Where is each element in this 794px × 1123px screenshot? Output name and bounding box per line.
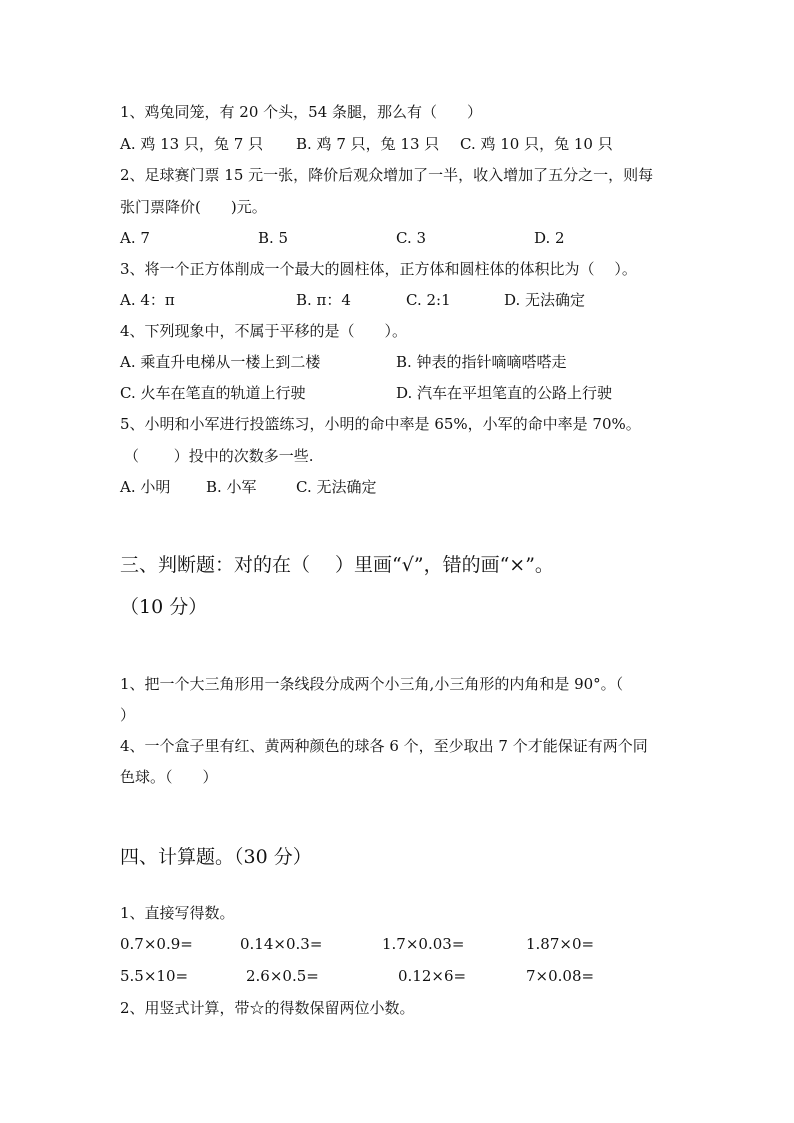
question-4-text: 4、下列现象中，不属于平移的是（ ）。 bbox=[120, 322, 408, 340]
option-d: D. 2 bbox=[534, 229, 565, 247]
question-1-options bbox=[120, 134, 680, 154]
option-a: A. 鸡 13 只，兔 7 只 bbox=[120, 135, 264, 153]
question-5-text-line1: 5、小明和小军进行投篮练习，小明的命中率是 65%，小军的命中率是 70%。 bbox=[120, 415, 641, 433]
option-b: B. 鸡 7 只，兔 13 只 bbox=[296, 135, 440, 153]
calc-question-1: 1、直接写得数。 bbox=[120, 904, 235, 922]
calc-item: 0.12×6= bbox=[398, 967, 467, 985]
option-a: A. 乘直升电梯从一楼上到二楼 bbox=[120, 353, 321, 371]
option-a: A. 7 bbox=[120, 229, 150, 247]
section-three-heading-line2: （10 分） bbox=[120, 596, 208, 618]
calc-item: 1.7×0.03= bbox=[382, 935, 465, 953]
question-1-text: 1、鸡兔同笼，有 20 个头，54 条腿，那么有（ ） bbox=[120, 103, 483, 121]
option-c: C. 火车在笔直的轨道上行驶 bbox=[120, 384, 306, 402]
calc-item: 5.5×10= bbox=[120, 967, 189, 985]
option-c: C. 2:1 bbox=[406, 291, 451, 309]
option-b: B. 钟表的指针嘀嘀嗒嗒走 bbox=[396, 353, 567, 371]
option-c: C. 3 bbox=[396, 229, 427, 247]
option-c: C. 无法确定 bbox=[296, 478, 377, 496]
question-5-text-line2: （ ）投中的次数多一些. bbox=[124, 447, 314, 465]
section-four-heading: 四、计算题。（30 分） bbox=[120, 846, 312, 868]
question-2-options bbox=[120, 228, 680, 248]
calc-item: 0.14×0.3= bbox=[240, 935, 323, 953]
judge-question-1-line2: ） bbox=[120, 706, 136, 724]
option-d: D. 汽车在平坦笔直的公路上行驶 bbox=[396, 384, 613, 402]
question-4-options-row2 bbox=[120, 383, 680, 403]
calc-item: 7×0.08= bbox=[526, 967, 595, 985]
question-2-text-line2: 张门票降价( )元。 bbox=[120, 198, 267, 216]
option-a: A. 4：π bbox=[120, 291, 175, 309]
judge-question-4-line1: 4、一个盒子里有红、黄两种颜色的球各 6 个，至少取出 7 个才能保证有两个同 bbox=[120, 737, 648, 755]
calc-item: 2.6×0.5= bbox=[246, 967, 319, 985]
calc-question-2: 2、用竖式计算，带☆的得数保留两位小数。 bbox=[120, 999, 415, 1017]
judge-question-4-line2: 色球。（ ） bbox=[120, 768, 218, 786]
question-3-options bbox=[120, 290, 680, 310]
question-4-options-row1 bbox=[120, 352, 680, 372]
calc-item: 1.87×0= bbox=[526, 935, 595, 953]
judge-question-1-line1: 1、把一个大三角形用一条线段分成两个小三角,小三角形的内角和是 90°。（ bbox=[120, 675, 624, 693]
question-2-text-line1: 2、足球赛门票 15 元一张，降价后观众增加了一半，收入增加了五分之一，则每 bbox=[120, 166, 654, 184]
option-b: B. 5 bbox=[258, 229, 289, 247]
option-a: A. 小明 bbox=[120, 478, 171, 496]
option-b: B. π：4 bbox=[296, 291, 351, 309]
calc-row-1 bbox=[120, 934, 680, 954]
question-3-text: 3、将一个正方体削成一个最大的圆柱体，正方体和圆柱体的体积比为（ ）。 bbox=[120, 260, 637, 278]
option-b: B. 小军 bbox=[206, 478, 257, 496]
option-c: C. 鸡 10 只，兔 10 只 bbox=[460, 135, 613, 153]
calc-item: 0.7×0.9= bbox=[120, 935, 193, 953]
calc-row-2 bbox=[120, 966, 680, 986]
question-5-options bbox=[120, 477, 680, 497]
option-d: D. 无法确定 bbox=[504, 291, 586, 309]
section-three-heading-line1: 三、判断题：对的在（ ）里画“√”，错的画“×”。 bbox=[120, 554, 554, 576]
